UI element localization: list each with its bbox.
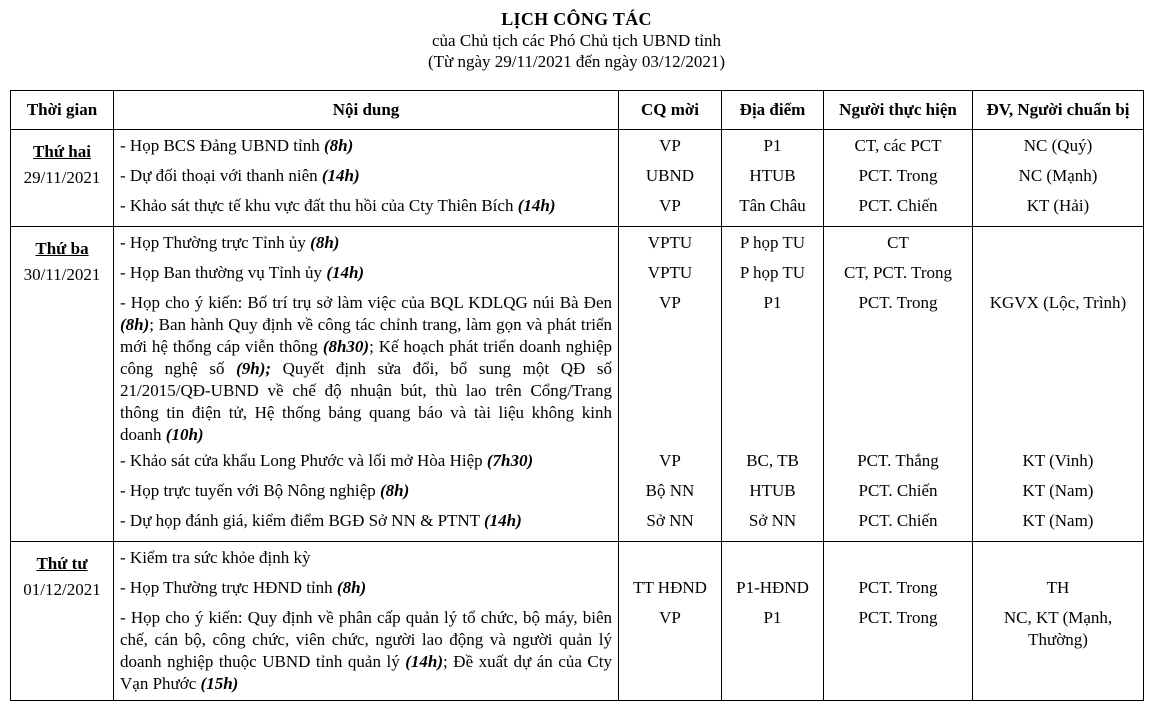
preparer-cell (973, 130, 1144, 227)
item-text: - Khảo sát thực tế khu vực đất thu hồi của Cty Thiên Bích (120, 196, 518, 215)
item-text: Quyết định sửa đổi, bổ sung một QĐ số 21/2015/QĐ-UBND về chế độ nhuận bút, thù lao trên Cổng/Trang thông tin điện tử, Hệ thống bảng quang báo và tài liệu không kinh doanh (120, 359, 612, 444)
preparer-value: NC (Mạnh) (1018, 166, 1098, 185)
location-value: P họp TU (739, 263, 806, 282)
preparer-value: KGVX (Lộc, Trình) (989, 293, 1127, 312)
preparer-value (979, 260, 1137, 290)
schedule-item (120, 260, 612, 290)
performer-cell (824, 130, 973, 227)
performer-value: CT, các PCT (854, 136, 942, 155)
item-time: (8h30) (322, 337, 370, 356)
inviter-value: UBND (645, 166, 695, 185)
content-cell (114, 130, 619, 227)
col-header-time: Thời gian (11, 91, 114, 130)
schedule-item (120, 290, 612, 448)
item-time: (14h) (321, 166, 360, 185)
performer-value: CT, PCT. Trong (843, 263, 953, 282)
item-text: ; Kế hoạch phát triển doanh nghiệp công nghệ số (120, 337, 612, 378)
schedule-item (120, 575, 612, 605)
col-header-performer: Người thực hiện (824, 91, 973, 130)
content-cell (114, 542, 619, 701)
performer-cell (824, 542, 973, 701)
preparer-value (979, 545, 1137, 575)
document-header (0, 0, 1153, 72)
inviter-value (625, 545, 715, 575)
location-cell (722, 227, 824, 542)
item-text: - Họp Ban thường vụ Tỉnh ủy (120, 263, 327, 282)
item-time: (14h) (326, 263, 365, 282)
day-date: 30/11/2021 (23, 265, 101, 284)
item-text: - Họp BCS Đảng UBND tỉnh (120, 136, 325, 155)
inviter-value: TT HĐND (633, 578, 707, 597)
document-period: (Từ ngày 29/11/2021 đến ngày 03/12/2021) (427, 52, 726, 71)
day-name: Thứ hai (33, 142, 91, 161)
item-text: - Họp cho ý kiến: Quy định về phân cấp quản lý tổ chức, bộ máy, biên chế, cán bộ, công chức, viên chức, người lao động và người quản lý doanh nghiệp thuộc UBND tỉnh quản lý (120, 608, 612, 671)
day-row (11, 542, 1144, 701)
preparer-value: TH (1046, 578, 1070, 597)
performer-value: PCT. Trong (858, 608, 938, 627)
item-text: - Khảo sát cửa khẩu Long Phước và lối mở Hòa Hiệp (120, 451, 487, 470)
item-text: ; Ban hành Quy định về công tác chỉnh trang, làm gọn và phát triển mới hệ thống cáp viễn thông (120, 315, 612, 356)
item-text: - Kiểm tra sức khỏe định kỳ (120, 548, 311, 567)
preparer-value: NC, KT (Mạnh, Thường) (1003, 608, 1113, 649)
document-title: LỊCH CÔNG TÁC (501, 9, 652, 29)
col-header-location: Địa điểm (722, 91, 824, 130)
performer-value: PCT. Chiến (858, 196, 938, 215)
schedule-item (120, 508, 612, 538)
location-value: P1-HĐND (736, 578, 809, 597)
item-time: (8h) (336, 578, 367, 597)
schedule-item (120, 448, 612, 478)
performer-value: PCT. Trong (858, 166, 938, 185)
content-cell (114, 227, 619, 542)
item-time: (14h) (517, 196, 556, 215)
inviter-value: Bộ NN (645, 481, 695, 500)
performer-value: PCT. Trong (858, 578, 938, 597)
item-text: - Dự họp đánh giá, kiểm điểm BGĐ Sở NN & PTNT (120, 511, 485, 530)
location-value: Sở NN (748, 511, 797, 530)
schedule-item (120, 133, 612, 163)
performer-value: PCT. Chiến (858, 511, 938, 530)
item-time: (7h30) (486, 451, 534, 470)
inviter-value: VP (659, 451, 681, 470)
performer-value: PCT. Chiến (858, 481, 938, 500)
inviter-value: VP (659, 293, 681, 312)
item-text: - Họp Thường trực HĐND tỉnh (120, 578, 337, 597)
item-time: (8h) (310, 233, 340, 252)
item-text: - Họp cho ý kiến: Bố trí trụ sở làm việc của BQL KDLQG núi Bà Đen (120, 293, 612, 312)
item-time: (10h) (165, 425, 204, 444)
schedule-table (10, 90, 1144, 701)
location-value: P1 (763, 136, 782, 155)
inviter-value: VPTU (647, 263, 693, 282)
schedule-item (120, 193, 612, 223)
schedule-item (120, 163, 612, 193)
schedule-item (120, 605, 612, 697)
item-time: (8h) (379, 481, 410, 500)
item-text: - Họp trực tuyến với Bộ Nông nghiệp (120, 481, 380, 500)
preparer-value: KT (Vinh) (1022, 451, 1094, 470)
day-cell (11, 542, 114, 701)
item-time: (8h) (324, 136, 354, 155)
inviter-cell (619, 227, 722, 542)
col-header-content: Nội dung (114, 91, 619, 130)
preparer-value: KT (Hải) (1026, 196, 1090, 215)
inviter-cell (619, 542, 722, 701)
inviter-value: VP (659, 136, 681, 155)
day-cell (11, 227, 114, 542)
day-date: 01/12/2021 (23, 580, 101, 599)
inviter-value: Sở NN (646, 511, 694, 530)
performer-cell (824, 227, 973, 542)
preparer-cell (973, 542, 1144, 701)
preparer-cell (973, 227, 1144, 542)
performer-value: CT (887, 233, 909, 252)
day-cell (11, 130, 114, 227)
inviter-value: VP (659, 608, 681, 627)
location-value: P họp TU (739, 233, 806, 252)
col-header-inviter: CQ mời (619, 91, 722, 130)
performer-value: PCT. Trong (858, 293, 938, 312)
preparer-value: KT (Nam) (1022, 481, 1094, 500)
item-text: - Họp Thường trực Tỉnh ủy (120, 233, 311, 252)
schedule-item (120, 545, 612, 575)
location-value: HTUB (749, 481, 796, 500)
location-cell (722, 130, 824, 227)
item-text: ; Đề xuất dự án của Cty Vạn Phước (120, 652, 612, 693)
location-value: Tân Châu (739, 196, 806, 215)
schedule-item (120, 230, 612, 260)
location-value: P1 (763, 608, 782, 627)
performer-value: PCT. Thắng (857, 451, 939, 470)
preparer-value (979, 230, 1137, 260)
preparer-value: KT (Nam) (1022, 511, 1094, 530)
item-time: (14h) (484, 511, 522, 530)
inviter-cell (619, 130, 722, 227)
location-cell (722, 542, 824, 701)
day-name: Thứ ba (35, 239, 89, 258)
inviter-value: VPTU (647, 233, 693, 252)
preparer-value: NC (Quý) (1023, 136, 1093, 155)
document-subtitle: của Chủ tịch các Phó Chủ tịch UBND tỉnh (432, 31, 721, 50)
schedule-item (120, 478, 612, 508)
col-header-preparer: ĐV, Người chuẩn bị (973, 91, 1144, 130)
location-value: P1 (763, 293, 782, 312)
day-row (11, 227, 1144, 542)
item-time: (15h) (200, 674, 239, 693)
item-time: (14h) (405, 652, 444, 671)
item-time: (8h) (120, 315, 150, 334)
location-value (728, 545, 817, 575)
location-value: BC, TB (746, 451, 799, 470)
day-name: Thứ tư (36, 554, 88, 573)
inviter-value: VP (659, 196, 681, 215)
item-text: - Dự đối thoại với thanh niên (120, 166, 322, 185)
day-date: 29/11/2021 (23, 168, 101, 187)
performer-value (830, 545, 966, 575)
table-header-row (11, 91, 1144, 130)
location-value: HTUB (749, 166, 796, 185)
day-row (11, 130, 1144, 227)
item-time: (9h); (236, 359, 272, 378)
